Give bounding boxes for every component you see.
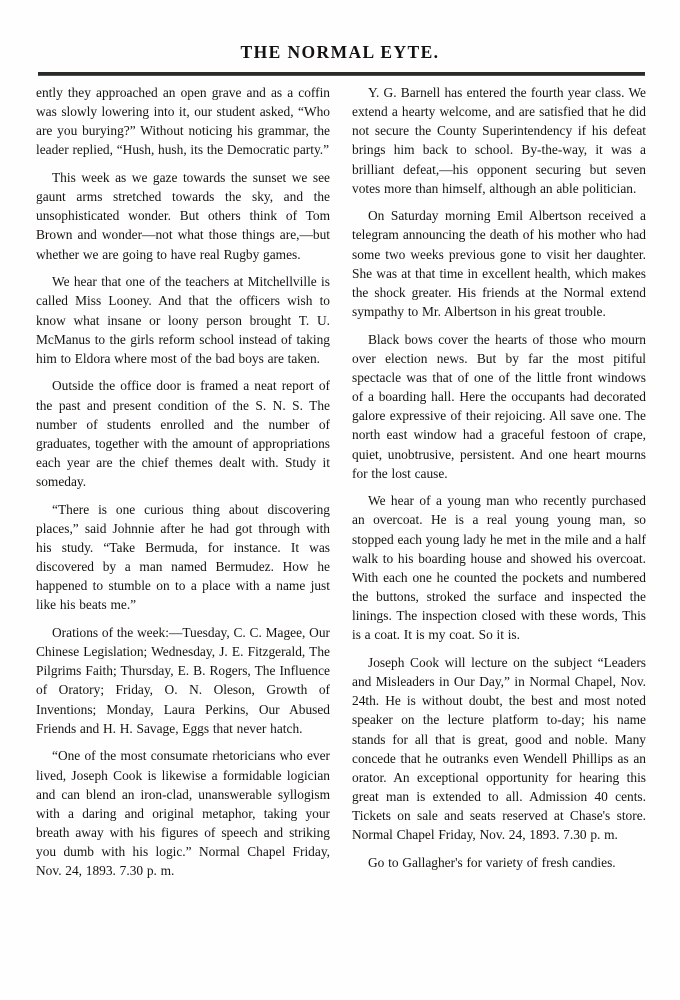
masthead-rule bbox=[38, 72, 645, 76]
page-title: THE NORMAL EYTE. bbox=[240, 42, 440, 62]
article-columns bbox=[36, 83, 647, 880]
paragraph: We hear that one of the teachers at Mitchellville is called Miss Looney. And that the officers wish to know what insane or loony person brought T. U. McManus to the girls reform school instead of taking him to Eldora where most of the bad boys are taken. bbox=[36, 274, 330, 366]
paragraph: ently they approached an open grave and as a coffin was slowly lowering into it, our student asked, “Who are you burying?” Without noticing his grammar, the leader replied, “Hush, hush, its the Democratic party.” bbox=[36, 85, 330, 158]
paragraph: “One of the most consumate rhetoricians who ever lived, Joseph Cook is likewise a formidable logician and can blend an iron-clad, unanswerable syllogism with a daring and original metaphor, taking your breath away with his figures of speech and striking you dumb with his logic.” Normal Chapel Friday, Nov. 24, 1893. 7.30 p. m. bbox=[36, 748, 330, 879]
paragraph: Joseph Cook will lecture on the subject “Leaders and Misleaders in Our Day,” in Normal Chapel, Nov. 24th. He is without doubt, the best and most noted speaker on the lecture platform to-day; his name stands for all that is great, good and noble. Many concede that he outranks even Wendell Phillips as an orator. An exceptional opportunity for hearing this great man is extended to all. Admission 40 cents. Tickets on sale and seats reserved at Chase's store. Normal Chapel Friday, Nov. 24, 1893. 7.30 p. m. bbox=[352, 654, 646, 843]
left-column bbox=[36, 83, 330, 880]
paragraph: Go to Gallagher's for variety of fresh candies. bbox=[368, 854, 616, 870]
right-column bbox=[352, 83, 646, 880]
paragraph: On Saturday morning Emil Albertson received a telegram announcing the death of his mother who had some two weeks previous gone to visit her daughter. She was at that time in excellent health, which makes the shock greater. His friends at the Normal extend sympathy to Mr. Albertson in his great trouble. bbox=[352, 208, 646, 320]
paragraph: Y. G. Barnell has entered the fourth year class. We extend a hearty welcome, and are satisfied that he did not secure the County Superintendency if his defeat brings him back to school. By-the-way, it was a brilliant defeat,—his opponent securing but seven votes more than himself, although an able politician. bbox=[352, 85, 646, 196]
paragraph: Black bows cover the hearts of those who mourn over election news. But by far the most pitiful spectacle was that of one of the little front windows of a boarding hall. Here the occupants had decorated galore expressive of their rejoicing. All save one. The north east window had a graceful festoon of crape, quiet, unobtrusive, persistent. And one heart mourns for the lost cause. bbox=[352, 331, 646, 481]
paragraph: Orations of the week:—Tuesday, C. C. Magee, Our Chinese Legislation; Wednesday, J. E. Fitzgerald, The Pilgrims Faith; Thursday, E. B. Rogers, The Influence of Oratory; Friday, O. N. Oleson, Growth of Inventions; Monday, Laura Perkins, Our Abused Friends and H. H. Savage, Eggs that never hatch. bbox=[36, 625, 330, 736]
paragraph: We hear of a young man who recently purchased an overcoat. He is a real young young man, so stopped each young lady he met in the mile and a half walk to his boarding house and showed his overcoat. With each one he counted the pockets and numbered the buttons, stroked the surface and inspected the linings. The inspection closed with these words, This is a coat. It is my coat. So it is. bbox=[352, 493, 646, 643]
paragraph: “There is one curious thing about discovering places,” said Johnnie after he had got through with his study. “Take Bermuda, for instance. It was discovered by a man named Bermudez. How he happened to stumble on to a place with a name just like his beats me.” bbox=[36, 501, 330, 613]
paragraph: Outside the office door is framed a neat report of the past and present condition of the S. N. S. The number of students enrolled and the number of graduates, together with the amount of appropriations each year are the chief themes dealt with. Study it someday. bbox=[36, 378, 330, 490]
masthead bbox=[0, 44, 680, 62]
paragraph: This week as we gaze towards the sunset we see gaunt arms stretched towards the sky, and the unsophisticated wonder. But others think of Tom Brown and wonder—not what those things are,—but whether we are going to have real Rugby games. bbox=[36, 170, 330, 262]
